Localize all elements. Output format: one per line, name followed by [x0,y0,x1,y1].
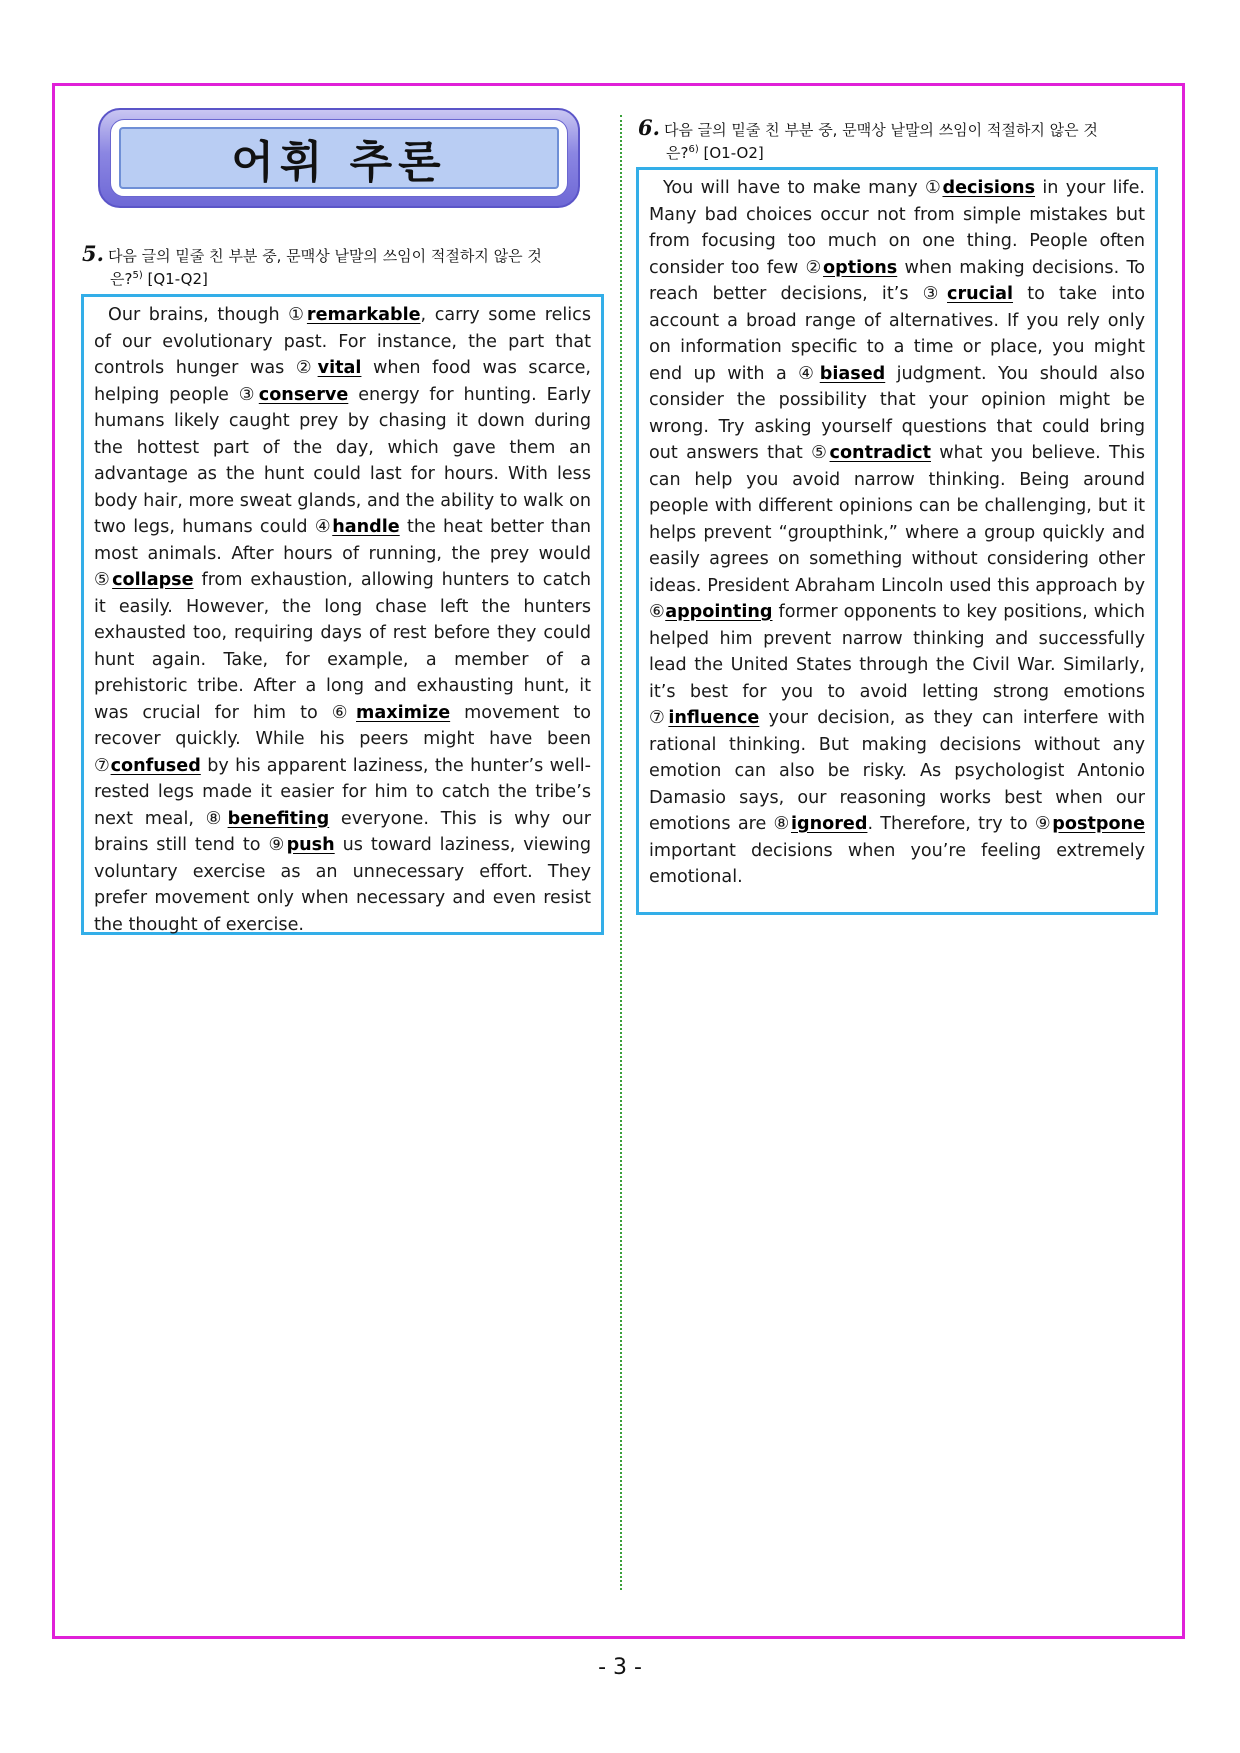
question-6-number: 6. [638,115,660,140]
passage-run: energy for hunting. Early humans likely caught prey by chasing it down during the hottest part of the day, which gave them an advantage as the hunt could last for hours. With less body hair, more sweat glands, and the ability to walk on two legs, humans could [94,384,591,537]
section-title-banner [98,108,580,208]
question-6-footnote: 6) [688,144,699,155]
underlined-word: maximize [356,702,451,723]
choice-number: ② [295,358,318,378]
passage-run: important decisions when you’re feeling extremely emotional. [649,840,1145,887]
column-divider [620,115,622,1590]
choice-number: ⑦ [649,708,669,728]
question-6-header [638,115,1160,163]
choice-number: ⑥ [649,602,666,622]
question-5-header [82,241,604,289]
passage-text [94,302,591,938]
underlined-word: appointing [665,602,773,622]
passage-run: You will have to make many [663,178,925,198]
passage-run: to take into account a broad range of alternatives. If you rely only on information specific to a time or place, you might end up with a [649,284,1145,384]
choice-number: ③ [922,284,948,304]
underlined-word: biased [819,363,886,384]
underlined-word: contradict [829,443,931,463]
passage-run: former opponents to key positions, which helped him prevent narrow thinking and successfully lead the United States through the Civil War. Similarly, it’s best for you to avoid letting strong emotions [649,602,1145,702]
passage-run: Our brains, though [108,305,289,325]
underlined-word: confused [110,755,201,776]
underlined-word: benefiting [227,808,330,829]
question-6-ref: [O1-O2] [703,144,764,162]
choice-number: ⑥ [331,702,357,723]
passage-run: what you believe. This can help you avoid narrow thinking. Being around people with different opinions can be challenging, but it helps prevent “groupthink,” where a group quickly and easily agrees on something without considering other ideas. President Abraham Lincoln used this approach by [649,443,1146,596]
underlined-word: push [286,835,335,855]
passage-run: in your life. Many bad choices occur not from simple mistakes but from focusing too much on one thing. People often consider too few [649,178,1146,278]
underlined-word: collapse [112,570,194,590]
passage-run: . Therefore, try to [867,814,1035,834]
question-6-prompt-end: 은? [666,144,689,162]
choice-number: ③ [238,384,259,405]
passage-run: movement to recover quickly. While his peers might have been [94,702,592,749]
choice-number: ① [288,305,307,325]
passage-run: from exhaustion, allowing hunters to catch it easily. However, the long chase left the hunters exhausted too, requiring days of rest before they could hunt again. Take, for example, a member of a prehistoric tribe. After a long and exhausting hunt, it was crucial for him to [94,570,591,723]
passage-run: the heat better than most animals. After hours of running, the prey would [94,517,592,564]
choice-number: ④ [798,363,820,384]
passage-run: us toward laziness, viewing voluntary exercise as an unnecessary effort. They prefer movement only when necessary and even resist the thought of exercise. [94,835,591,935]
underlined-word: vital [317,358,362,378]
passage-run: when food was scarce, helping people [94,358,591,405]
choice-number: ⑦ [94,755,111,776]
question-6-passage [636,167,1158,915]
underlined-word: conserve [258,384,349,405]
choice-number: ⑨ [1034,814,1053,834]
underlined-word: crucial [947,284,1014,304]
underlined-word: postpone [1052,814,1145,834]
question-5-number: 5. [82,241,104,266]
choice-number: ⑧ [773,814,791,834]
passage-text [649,175,1145,891]
passage-run: your decision, as they can interfere with rational thinking. But making decisions without any emotion can also be risky. As psychologist Antonio Damasio says, our reasoning works best when our emotions are [649,708,1146,834]
choice-number: ⑤ [94,570,113,590]
choice-number: ④ [314,517,333,537]
question-5-prompt-end: 은? [110,270,133,288]
question-5-prompt: 다음 글의 밑줄 친 부분 중, 문맥상 낱말의 쓰임이 적절하지 않은 것 [107,247,542,265]
page-number: - 3 - [598,1655,642,1680]
question-5-footnote: 5) [132,270,143,281]
question-5-ref: [Q1-Q2] [147,270,208,288]
passage-run: , carry some relics of our evolutionary past. For instance, the part that controls hunger was [94,305,592,378]
passage-run: by his apparent laziness, the hunter’s well-rested legs made it easier for him to catch the tribe’s next meal, [94,755,591,829]
underlined-word: influence [668,708,760,728]
underlined-word: ignored [790,814,868,834]
choice-number: ⑧ [205,808,228,829]
choice-number: ① [924,178,943,198]
passage-run: everyone. This is why our brains still tend to [94,808,591,855]
choice-number: ⑤ [811,443,830,463]
underlined-word: handle [332,517,400,537]
underlined-word: decisions [942,178,1036,198]
question-6-prompt: 다음 글의 밑줄 친 부분 중, 문맥상 낱말의 쓰임이 적절하지 않은 것 [663,121,1098,139]
passage-run: judgment. You should also consider the possibility that your opinion might be wrong. Try asking yourself questions that could bring out answers that [649,363,1145,463]
section-title: 어휘 추론 [231,137,447,188]
choice-number: ⑨ [268,835,287,855]
choice-number: ② [805,257,824,278]
question-5-passage [81,294,604,935]
underlined-word: options [823,257,898,278]
passage-run: when making decisions. To reach better decisions, it’s [649,257,1145,304]
underlined-word: remarkable [306,305,421,325]
